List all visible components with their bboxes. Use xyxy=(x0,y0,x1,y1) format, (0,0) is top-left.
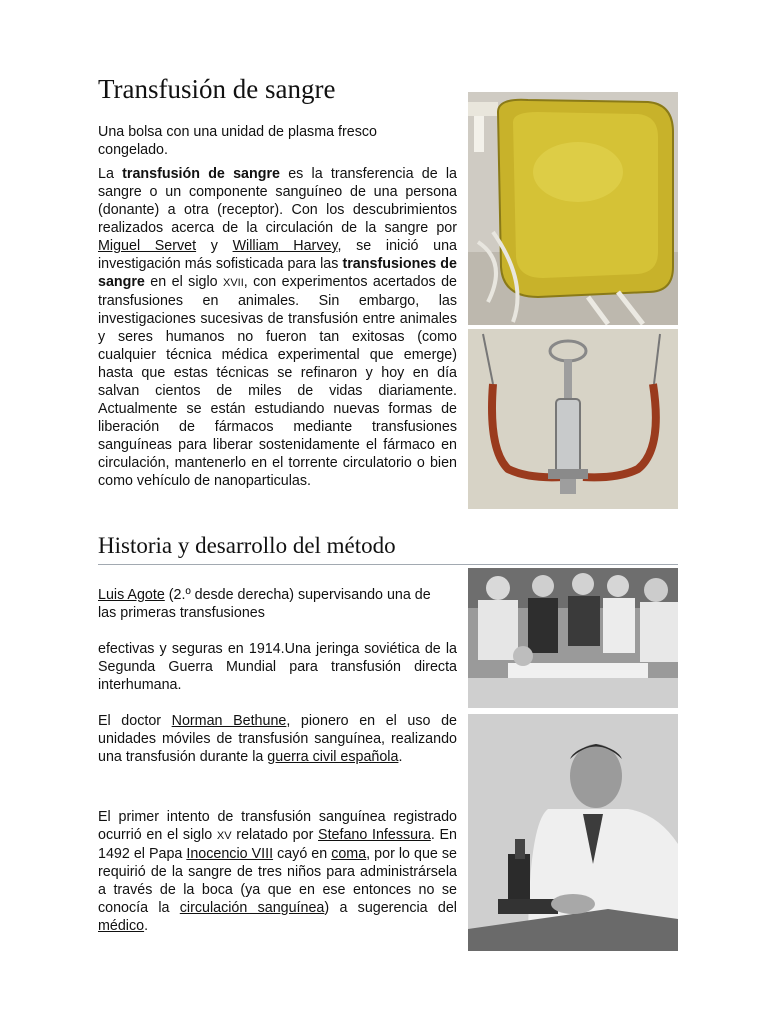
link-luis-agote[interactable]: Luis Agote xyxy=(98,587,165,603)
soviet-syringe-photo xyxy=(468,329,678,509)
paragraph-bethune: El doctor Norman Bethune, pionero en el uso de unidades móviles de transfusión sanguínea, realizando una transfusión durante la guerra civil española. xyxy=(98,713,457,765)
term-transfusiones: transfusiones de sangre xyxy=(98,256,457,290)
caption-luis-agote: Luis Agote (2.º desde derecha) supervisando una de las primeras transfusiones xyxy=(98,587,431,621)
paragraph-first-attempt: El primer intento de transfusión sanguínea registrado ocurrió en el siglo XV relatado por Stefano Infessura. En 1492 el Papa Inocencio VIII cayó en coma, por lo que se requirió de la sangre de tres niños para administrársela a través de la boca (ya que en ese entonces no se conocía la circulación sanguínea) a sugerencia del médico. xyxy=(98,809,457,934)
link-norman-bethune[interactable]: Norman Bethune xyxy=(171,713,287,729)
page-title: Transfusión de sangre xyxy=(98,74,336,104)
link-coma[interactable]: coma xyxy=(331,846,367,862)
link-circulacion-sanguinea[interactable]: circulación sanguínea xyxy=(179,900,325,916)
link-inocencio-viii[interactable]: Inocencio VIII xyxy=(186,846,274,862)
century-xvii: XVII xyxy=(223,277,244,289)
plasma-bag-photo xyxy=(468,92,678,325)
link-guerra-civil-espanola[interactable]: guerra civil española xyxy=(267,749,399,765)
image-caption-plasma: Una bolsa con una unidad de plasma fresco congelado. xyxy=(98,124,377,158)
section-heading-historia: Historia y desarrollo del método xyxy=(98,533,396,558)
section-divider xyxy=(98,564,678,565)
term-transfusion: transfusión de sangre xyxy=(122,166,280,182)
link-stefano-infessura[interactable]: Stefano Infessura xyxy=(318,827,431,843)
doctor-microscope-photo xyxy=(468,714,678,951)
intro-paragraph: La transfusión de sangre es la transferencia de la sangre o un componente sanguíneo de una persona (donante) a otra (receptor). Con los descubrimientos realizados acerca de la circulación de la sangre por Miguel Servet y William Harvey, se inició una investigación más sofisticada para las transfusiones de sangre en el siglo XVII, con experimentos acertados de transfusiones en animales. Sin embargo, las investigaciones sucesivas de transfusión entre animales y seres humanos no fueron tan exitosas (como cualquier técnica médica experimental que emerge) hasta que estas técnicas se refinaron y hoy en día salvan cientos de miles de vidas diariamente. Actualmente se están estudiando nuevas formas de liberación de fármacos mediante transfusiones sanguíneas para liberar sostenidamente el fármaco en circulación, mantenerlo en el torrente circulatorio o bien como vehículo de nanoparticulas. xyxy=(98,166,457,489)
century-xv: XV xyxy=(216,830,232,842)
link-william-harvey[interactable]: William Harvey xyxy=(232,238,338,254)
luis-agote-transfusion-photo xyxy=(468,568,678,708)
link-miguel-servet[interactable]: Miguel Servet xyxy=(98,238,197,254)
paragraph-1914: efectivas y seguras en 1914.Una jeringa soviética de la Segunda Guerra Mundial para transfusión directa interhumana. xyxy=(98,641,457,693)
link-medico[interactable]: médico xyxy=(98,918,145,934)
